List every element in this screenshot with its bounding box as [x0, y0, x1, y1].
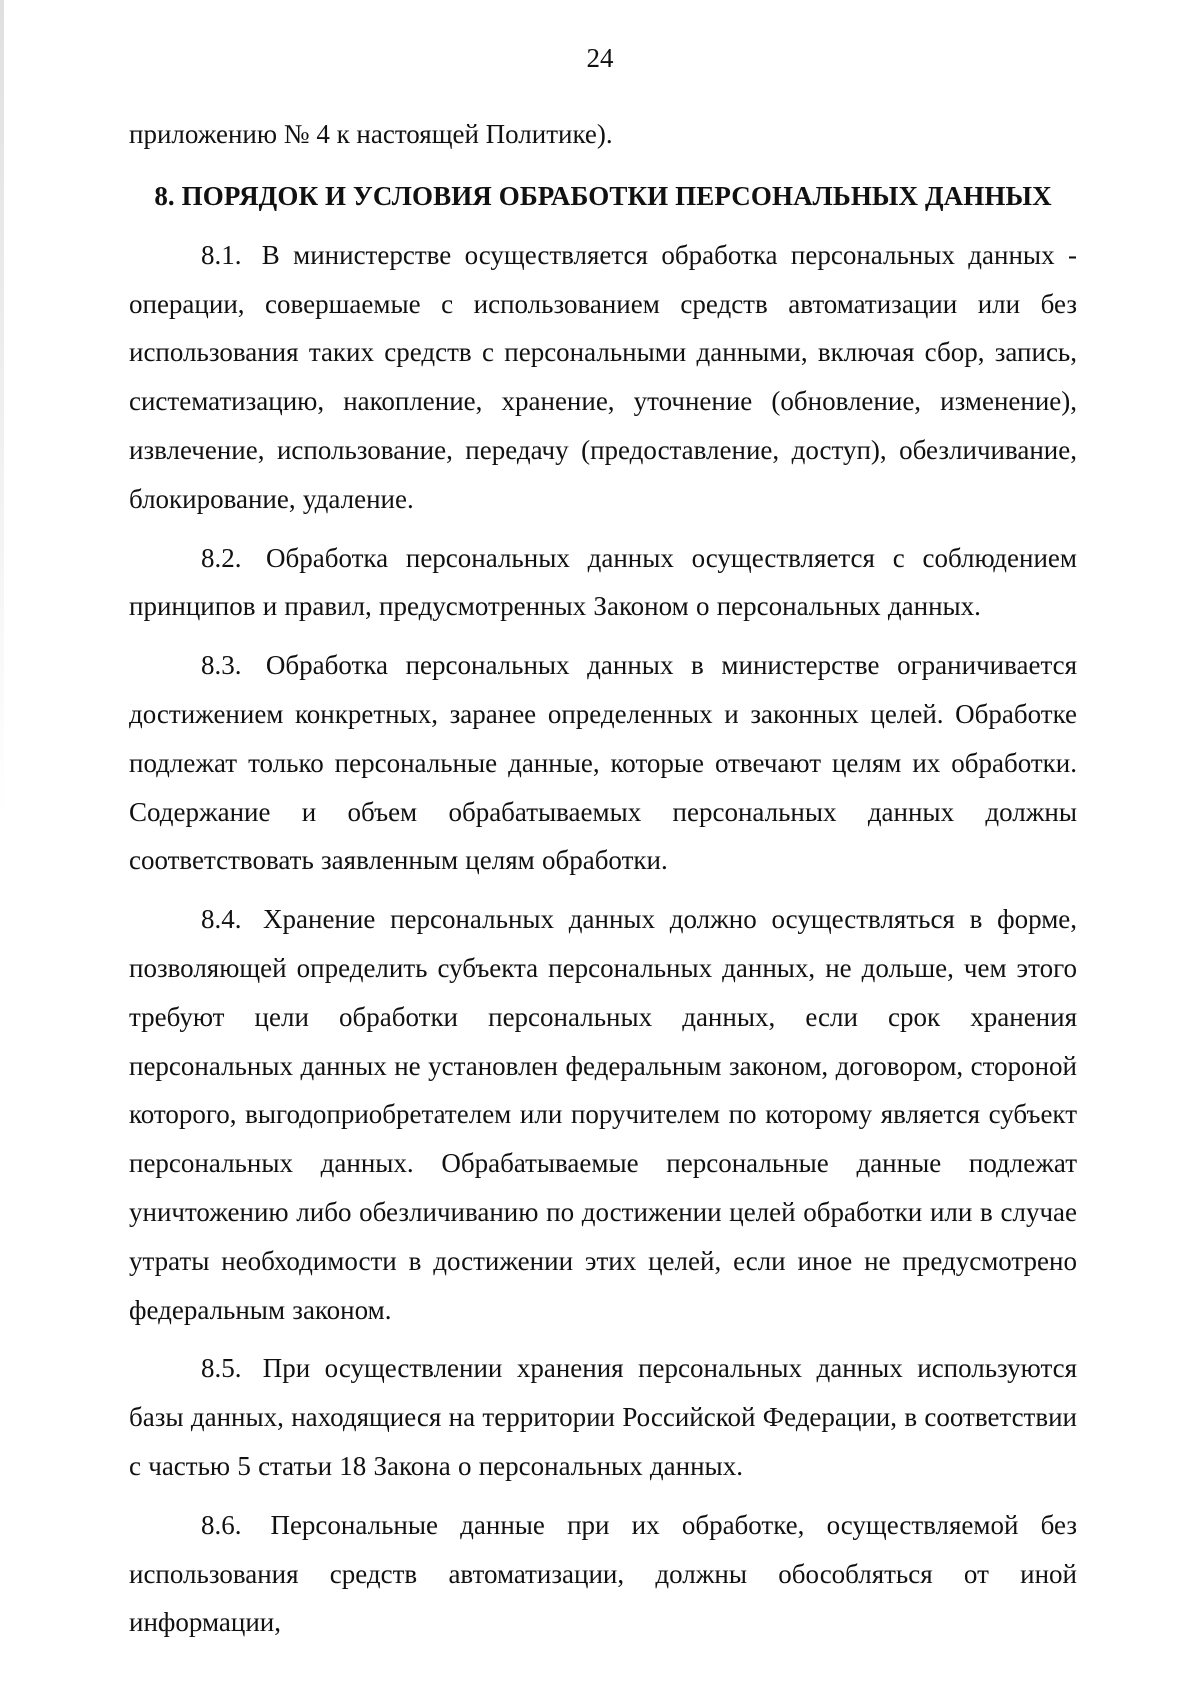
document-body [129, 110, 1077, 1657]
paragraph-number: 8.3. [201, 650, 242, 681]
paragraph-text: При осуществлении хранения персональных данных используются базы данных, находящиеся на территории Российской Федерации, в соответствии с частью 5 статьи 18 Закона о персональных данных. [129, 1353, 1077, 1481]
paragraph-text: Обработка персональных данных в министерстве ограничивается достижением конкретных, заранее определенных и законных целей. Обработке подлежат только персональные данные, которые отвечают целям их обработки. Содержание и объем обрабатываемых персональных данных должны соответствовать заявленным целям обработки. [129, 650, 1077, 876]
paragraph-text: Хранение персональных данных должно осуществляться в форме, позволяющей определить субъекта персональных данных, не дольше, чем этого требуют цели обработки персональных данных, если срок хранения персональных данных не установлен федеральным законом, договором, стороной которого, выгодоприобретателем или поручителем по которому является субъект персональных данных. Обрабатываемые персональные данные подлежат уничтожению либо обезличиванию по достижении целей обработки или в случае утраты необходимости в достижении этих целей, если иное не предусмотрено федеральным законом. [129, 904, 1078, 1325]
paragraph-number: 8.5. [201, 1353, 242, 1384]
paragraph-8-4 [129, 895, 1077, 1334]
paragraph-number: 8.1. [201, 239, 242, 270]
paragraph-number: 8.6. [201, 1509, 242, 1540]
paragraph-text: В министерстве осуществляется обработка персональных данных - операции, совершаемые с использованием средств автоматизации или без использования таких средств с персональными данными, включая сбор, запись, систематизацию, накопление, хранение, уточнение (обновление, изменение), извлечение, использование, передачу (предоставление, доступ), обезличивание, блокирование, удаление. [129, 239, 1077, 514]
paragraph-text: Обработка персональных данных осуществляется с соблюдением принципов и правил, предусмотренных Законом о персональных данных. [129, 542, 1077, 622]
paragraph-number: 8.2. [201, 542, 242, 573]
paragraph-text: Персональные данные при их обработке, осуществляемой без использования средств автоматизации, должны обособляться от иной информации, [129, 1509, 1077, 1638]
paragraph-8-6 [129, 1501, 1077, 1647]
continuation-text: приложению № 4 к настоящей Политике). [129, 119, 613, 149]
paragraph-8-3 [129, 641, 1077, 885]
paragraph-number: 8.4. [201, 904, 242, 935]
paragraph-8-2 [129, 534, 1077, 632]
section-heading: 8. ПОРЯДОК И УСЛОВИЯ ОБРАБОТКИ ПЕРСОНАЛЬНЫХ ДАННЫХ [154, 180, 1052, 211]
scan-edge-shadow [0, 0, 4, 820]
paragraph-8-1 [129, 231, 1077, 524]
paragraph-8-5 [129, 1344, 1077, 1490]
page-number: 24 [586, 43, 614, 73]
